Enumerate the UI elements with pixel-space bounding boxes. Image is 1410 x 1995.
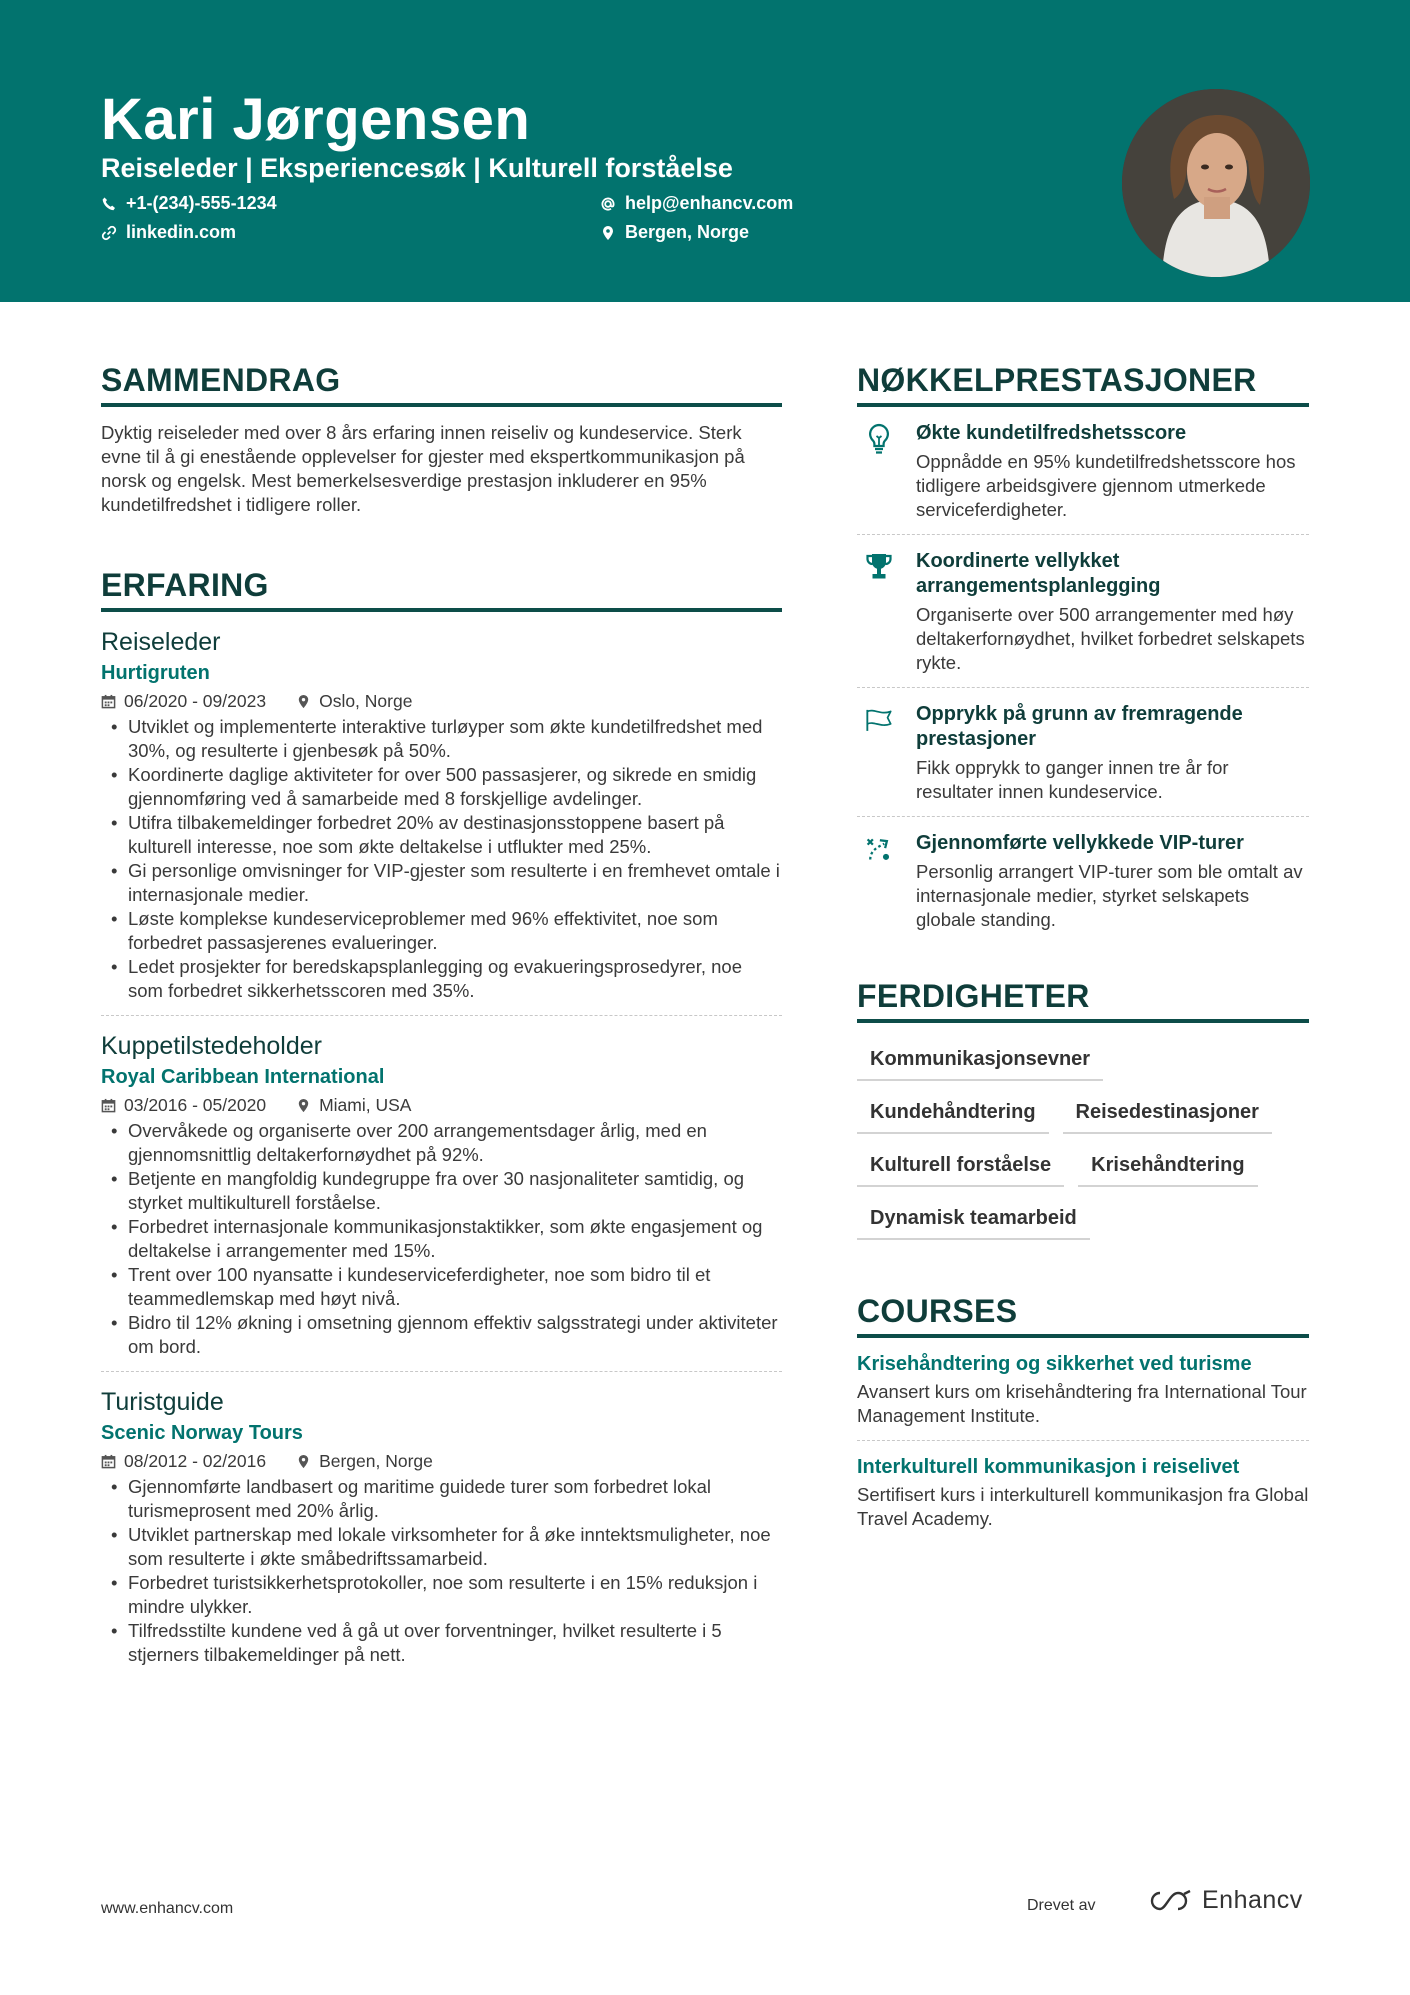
skills-section (857, 978, 1309, 1259)
flag-icon (865, 704, 893, 736)
achievement-desc: Organiserte over 500 arrangementer med høy deltakerfornøydhet, hvilket forbedret selskapets rykte. (916, 604, 1305, 673)
job-entry (101, 1386, 782, 1679)
achievement-title: Økte kundetilfredshetsscore (916, 422, 1187, 444)
phone-text: +1-(234)-555-1234 (126, 193, 277, 213)
course-desc: Sertifisert kurs i interkulturell kommunikasjon fra Global Travel Academy. (857, 1484, 1309, 1529)
job-meta (101, 1095, 782, 1116)
enhancv-logo-text: Enhancv (1202, 1886, 1303, 1914)
job-bullets (101, 1119, 782, 1359)
course-desc: Avansert kurs om krisehåndtering fra International Tour Management Institute. (857, 1381, 1307, 1426)
location-pin-icon (296, 694, 311, 709)
email-text[interactable]: help@enhancv.com (625, 193, 794, 213)
bullet-item: • Bidro til 12% økning i omsetning gjennom effektiv salgsstrategi under aktiviteter om bord. (101, 1311, 782, 1359)
skills-heading: FERDIGHETER (857, 978, 1309, 1023)
footer-url[interactable]: www.enhancv.com (101, 1900, 234, 1917)
achievement-title: Opprykk på grunn av fremragende prestasjoner (916, 703, 1243, 750)
job-meta (101, 1451, 782, 1472)
location-pin-icon (600, 225, 616, 241)
achievement-item (857, 549, 1309, 688)
achievement-item (857, 702, 1309, 817)
achievement-desc: Fikk opprykk to ganger innen tre år for resultater innen kundeservice. (916, 757, 1229, 802)
calendar-icon (101, 1098, 116, 1113)
job-role: Kuppetilstedeholder (101, 1032, 322, 1060)
bullet-item: • Forbedret turistsikkerhetsprotokoller, noe som resulterte i en 15% reduksjon i mindre ulykker. (101, 1571, 782, 1619)
bullet-item: • Løste komplekse kundeserviceproblemer med 96% effektivitet, noe som forbedret passasjerenes evalueringer. (101, 907, 782, 955)
job-role: Turistguide (101, 1388, 224, 1416)
experience-heading: ERFARING (101, 567, 782, 612)
course-item (857, 1455, 1309, 1543)
bullet-item: • Ledet prosjekter for beredskapsplanlegging og evakueringsprosedyrer, noe som forbedret sikkerhetsscoren med 35%. (101, 955, 782, 1003)
bullet-item: • Tilfredsstilte kundene ved å gå ut over forventninger, hvilket resulterte i 5 stjerners tilbakemeldinger på nett. (101, 1619, 782, 1667)
achievement-item (857, 831, 1309, 944)
skill-tag: Kulturell forståelse (857, 1153, 1064, 1187)
location-text: Bergen, Norge (625, 222, 750, 242)
achievements-heading: NØKKELPRESTASJONER (857, 362, 1309, 407)
job-company: Scenic Norway Tours (101, 1422, 303, 1444)
skill-tag: Reisedestinasjoner (1063, 1100, 1272, 1134)
job-bullets (101, 1475, 782, 1667)
courses-heading: COURSES (857, 1293, 1309, 1338)
calendar-icon (101, 1454, 116, 1469)
bullet-item: • Gjennomførte landbasert og maritime guidede turer som forbedret lokal turismeprosent med 20% årlig. (101, 1475, 782, 1523)
summary-text: Dyktig reiseleder med over 8 års erfaring innen reiseliv og kundeservice. Sterk evne til å gi enestående opplevelser for gjester med ekspertkommunikasjon på norsk og engelsk. Mest bemerkelsesverdige prestasjon inkluderer en 95% kundetilfredshet i tidligere roller. (101, 422, 745, 515)
summary-section (101, 362, 782, 517)
at-icon (600, 196, 616, 212)
achievement-item (857, 421, 1309, 535)
bullet-item: • Koordinerte daglige aktiviteter for over 500 passasjerer, og sikrede en smidig gjennomføring ved å samarbeide med 8 forskjellige avdelinger. (101, 763, 782, 811)
job-dates: 08/2012 - 02/2016 (124, 1451, 267, 1471)
bullet-item: • Forbedret internasjonale kommunikasjonstaktikker, som økte engasjement og deltakelse i arrangementer med 15%. (101, 1215, 782, 1263)
contact-email (600, 193, 793, 214)
bullet-item: • Betjente en mangfoldig kundegruppe fra over 30 nasjonaliteter samtidig, og styrket multikulturell forståelse. (101, 1167, 782, 1215)
footer-powered-by: Drevet av (1027, 1897, 1096, 1914)
right-column (857, 362, 1309, 1557)
profile-photo (1122, 89, 1310, 277)
bullet-item: • Overvåkede og organiserte over 200 arrangementsdager årlig, med en gjennomsnittlig deltakerfornøydhet på 92%. (101, 1119, 782, 1167)
trophy-icon (865, 551, 893, 583)
achievements-section (857, 362, 1309, 944)
job-entry (101, 1030, 782, 1372)
summary-heading: SAMMENDRAG (101, 362, 782, 407)
job-entry (101, 626, 782, 1016)
achievement-desc: Personlig arrangert VIP-turer som ble omtalt av internasjonale medier, styrket selskapets globale standing. (916, 861, 1303, 930)
phone-icon (101, 196, 117, 212)
enhancv-logo[interactable] (1146, 1886, 1303, 1915)
course-title: Krisehåndtering og sikkerhet ved turisme (857, 1353, 1252, 1375)
job-company: Hurtigruten (101, 662, 210, 684)
achievement-desc: Oppnådde en 95% kundetilfredshetsscore hos tidligere arbeidsgivere gjennom utmerkede serviceferdigheter. (916, 451, 1296, 520)
job-dates: 06/2020 - 09/2023 (124, 691, 267, 711)
link-icon (101, 225, 117, 241)
resume-header (0, 0, 1410, 302)
course-item (857, 1352, 1309, 1441)
achievement-title: Koordinerte vellykket arrangementsplanlegging (916, 550, 1161, 597)
skill-tag: Kommunikasjonsevner (857, 1047, 1103, 1081)
contact-linkedin (101, 222, 236, 243)
job-bullets (101, 715, 782, 1003)
linkedin-text[interactable]: linkedin.com (126, 222, 237, 242)
location-pin-icon (296, 1454, 311, 1469)
location-pin-icon (296, 1098, 311, 1113)
bullet-item: • Gi personlige omvisninger for VIP-gjester som resulterte i en fremhevet omtale i internasjonale medier. (101, 859, 782, 907)
bullet-item: • Utifra tilbakemeldinger forbedret 20% av destinasjonsstoppene basert på kulturell interesse, noe som økte deltakelse i utflukter med 25%. (101, 811, 782, 859)
job-meta (101, 691, 782, 712)
experience-section (101, 567, 782, 1679)
strategy-icon (865, 833, 893, 865)
job-role: Reiseleder (101, 628, 221, 656)
courses-section (857, 1293, 1309, 1543)
job-location: Miami, USA (319, 1095, 412, 1115)
skill-tag: Krisehåndtering (1078, 1153, 1257, 1187)
course-title: Interkulturell kommunikasjon i reiselivet (857, 1456, 1240, 1478)
enhancv-logo-icon (1146, 1889, 1192, 1913)
left-column (101, 362, 782, 1693)
job-company: Royal Caribbean International (101, 1066, 385, 1088)
job-location: Bergen, Norge (319, 1451, 433, 1471)
contact-location (600, 222, 749, 243)
bullet-item: • Utviklet og implementerte interaktive turløyper som økte kundetilfredshet med 30%, og resulterte i gjenbesøk på 50%. (101, 715, 782, 763)
skills-list (857, 1047, 1309, 1259)
job-dates: 03/2016 - 05/2020 (124, 1095, 267, 1115)
bullet-item: • Trent over 100 nyansatte i kundeserviceferdigheter, noe som bidro til et teammedlemskap med høyt nivå. (101, 1263, 782, 1311)
achievement-title: Gjennomførte vellykkede VIP-turer (916, 832, 1244, 854)
candidate-tagline: Reiseleder | Eksperiencesøk | Kulturell forståelse (101, 153, 733, 183)
bullet-item: • Utviklet partnerskap med lokale virksomheter for å øke inntektsmuligheter, noe som resulterte i økte småbedriftssamarbeid. (101, 1523, 782, 1571)
contact-phone (101, 193, 277, 214)
lightbulb-icon (865, 423, 893, 455)
skill-tag: Dynamisk teamarbeid (857, 1206, 1090, 1240)
calendar-icon (101, 694, 116, 709)
job-location: Oslo, Norge (319, 691, 413, 711)
skill-tag: Kundehåndtering (857, 1100, 1049, 1134)
candidate-name: Kari Jørgensen (101, 87, 531, 152)
